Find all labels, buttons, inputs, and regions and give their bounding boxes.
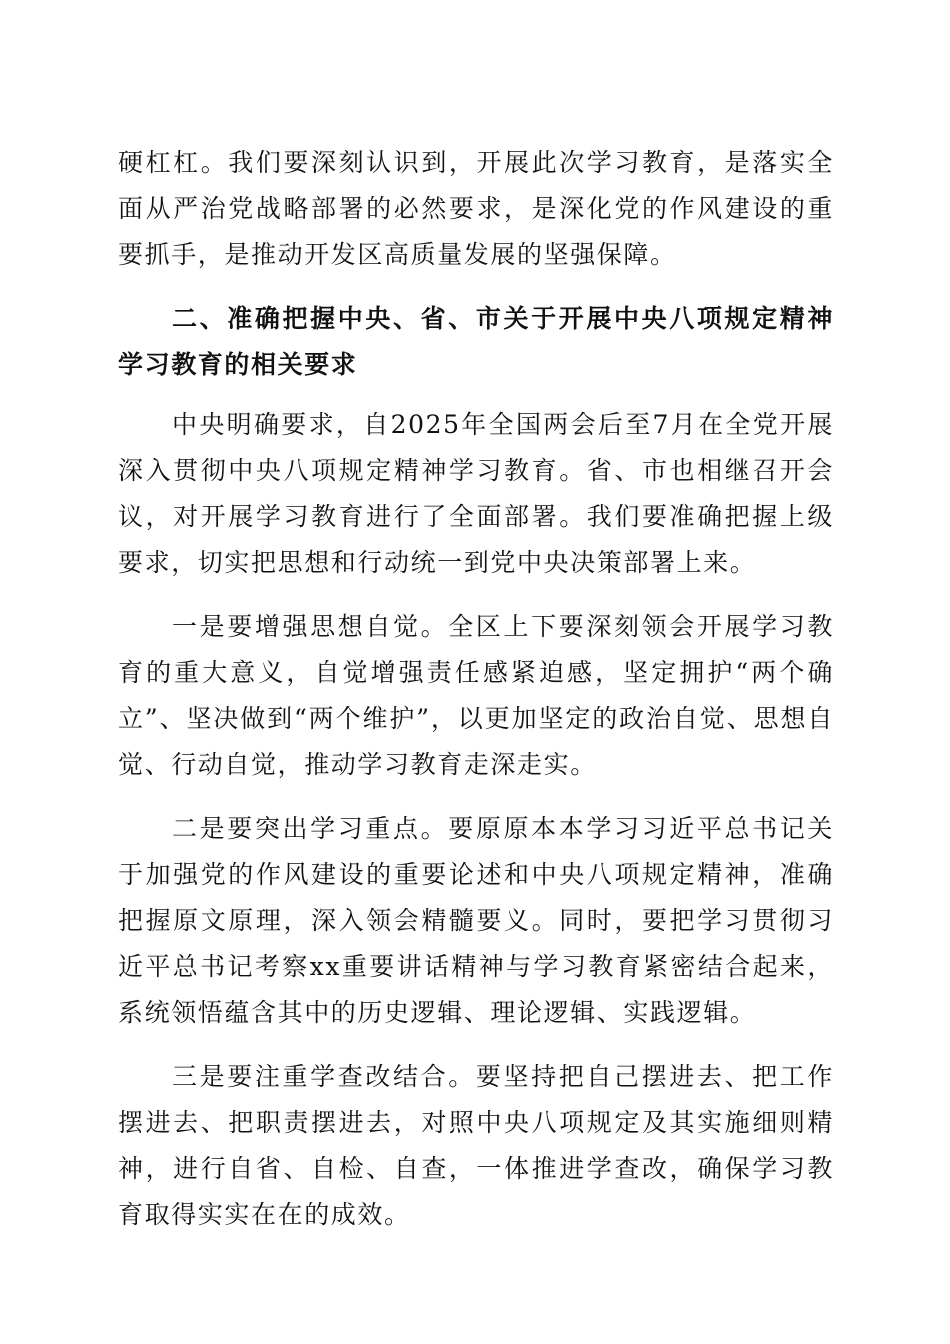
paragraph-point-two: [118, 806, 834, 1036]
point-two-lead: 二是要突出学习重点。: [172, 814, 449, 843]
section-heading: 二、准确把握中央、省、市关于开展中央八项规定精神学习教育的相关要求: [118, 304, 834, 379]
document-body: [118, 140, 834, 1238]
paragraph-central-requirements: 中央明确要求，自2025年全国两会后至7月在全党开展深入贯彻中央八项规定精神学习教育。省、市也相继召开会议，对开展学习教育进行了全面部署。我们要准确把握上级要求，切实把思想和行动统一到党中央决策部署上来。: [118, 410, 834, 577]
point-three-lead: 三是要注重学查改结合。: [172, 1062, 476, 1091]
paragraph-point-one: [118, 604, 834, 788]
point-one-lead: 一是要增强思想自觉。: [172, 612, 449, 641]
point-two-text: 要原原本本学习习近平总书记关于加强党的作风建设的重要论述和中央八项规定精神，准确把握原文原理，深入领会精髓要义。同时，要把学习贯彻习近平总书记考察xx重要讲话精神与学习教育紧密结合起来，系统领悟蕴含其中的历史逻辑、理论逻辑、实践逻辑。: [118, 814, 834, 1027]
point-one-text: 全区上下要深刻领会开展学习教育的重大意义，自觉增强责任感紧迫感，坚定拥护“两个确立”、坚决做到“两个维护”，以更加坚定的政治自觉、思想自觉、行动自觉，推动学习教育走深走实。: [118, 612, 834, 779]
point-three-text: 要坚持把自己摆进去、把工作摆进去、把职责摆进去，对照中央八项规定及其实施细则精神，进行自省、自检、自查，一体推进学查改，确保学习教育取得实实在在的成效。: [118, 1062, 834, 1229]
paragraph-continuation: 硬杠杠。我们要深刻认识到，开展此次学习教育，是落实全面从严治党战略部署的必然要求，是深化党的作风建设的重要抓手，是推动开发区高质量发展的坚强保障。: [118, 148, 834, 269]
paragraph-point-three: [118, 1054, 834, 1238]
